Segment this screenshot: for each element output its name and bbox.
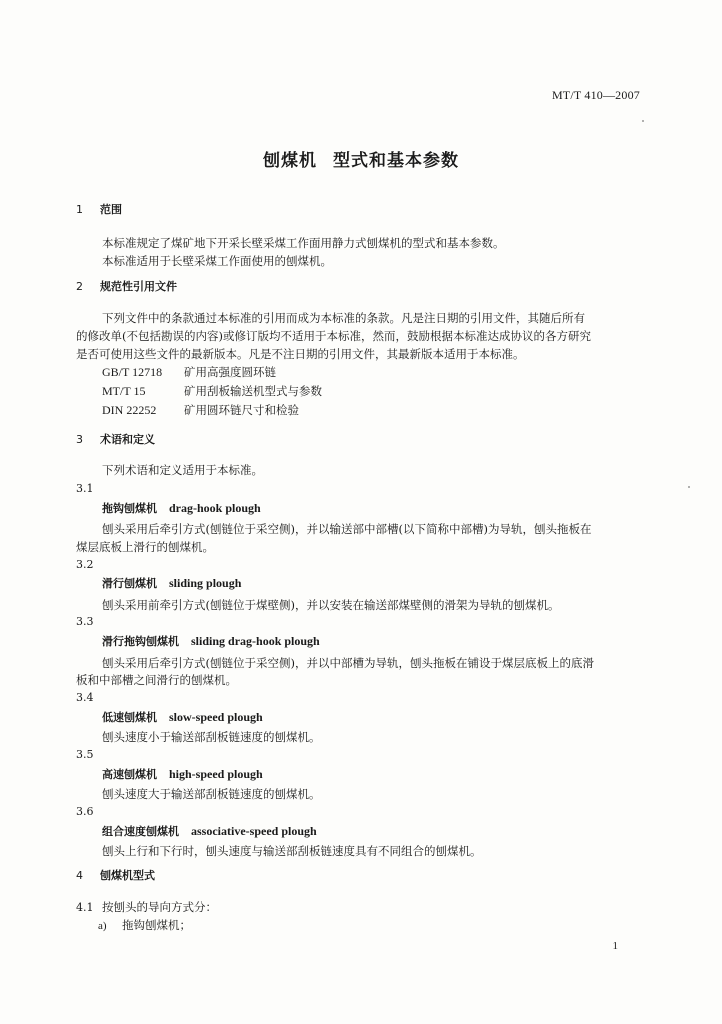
term-heading: 组合速度刨煤机 associative-speed plough [102, 824, 317, 838]
section-3-intro: 下列术语和定义适用于本标准。 [102, 463, 263, 477]
term-definition-line: 板和中部槽之间滑行的刨煤机。 [76, 673, 237, 687]
term-number: 3.4 [76, 691, 94, 704]
term-definition-line: 煤层底板上滑行的刨煤机。 [76, 540, 214, 554]
clause-4-1: 4.1 按刨头的导向方式分： [76, 900, 217, 914]
term-number: 3.3 [76, 615, 94, 628]
term-definition-line: 刨头速度大于输送部刮板链速度的刨煤机。 [102, 787, 321, 801]
term-definition-line: 刨头上行和下行时，刨头速度与输送部刮板链速度具有不同组合的刨煤机。 [102, 844, 482, 858]
page-number: 1 [612, 940, 618, 952]
document-title [0, 146, 722, 171]
term-heading: 低速刨煤机 slow-speed plough [102, 710, 263, 724]
title-part-2: 型式和基本参数 [333, 151, 459, 171]
term-heading: 拖钩刨煤机 drag-hook plough [102, 501, 261, 515]
standard-code: MT/T 410—2007 [551, 88, 640, 102]
title-part-1: 刨煤机 [263, 151, 317, 171]
term-number: 3.6 [76, 805, 94, 818]
term-heading: 滑行刨煤机 sliding plough [102, 576, 242, 590]
section-3-heading: 3 术语和定义 [76, 433, 155, 446]
section-1-para-2: 本标准适用于长壁采煤工作面使用的刨煤机。 [102, 254, 332, 268]
reference-item: DIN 22252 矿用圆环链尺寸和检验 [102, 403, 299, 417]
scan-speck [642, 120, 644, 122]
term-definition-line: 刨头速度小于输送部刮板链速度的刨煤机。 [102, 730, 321, 744]
section-2-para-line-3: 是否可使用这些文件的最新版本。凡是不注日期的引用文件，其最新版本适用于本标准。 [76, 347, 525, 361]
reference-item: GB/T 12718 矿用高强度圆环链 [102, 365, 276, 379]
term-definition-line: 刨头采用后牵引方式(刨链位于采空侧)，并以输送部中部槽(以下简称中部槽)为导轨，刨头拖板在 [102, 522, 592, 536]
section-1-para-1: 本标准规定了煤矿地下开采长壁采煤工作面用静力式刨煤机的型式和基本参数。 [102, 236, 505, 250]
section-2-heading: 2 规范性引用文件 [76, 280, 177, 293]
term-heading: 滑行拖钩刨煤机 sliding drag-hook plough [102, 634, 320, 648]
reference-item: MT/T 15 矿用刮板输送机型式与参数 [102, 384, 322, 398]
term-number: 3.5 [76, 748, 94, 761]
term-definition-line: 刨头采用后牵引方式(刨链位于采空侧)，并以中部槽为导轨，刨头拖板在铺设于煤层底板上的底滑 [102, 656, 594, 670]
list-item-a: a) 拖钩刨煤机； [98, 918, 191, 932]
term-heading: 高速刨煤机 high-speed plough [102, 767, 263, 781]
section-4-heading: 4 刨煤机型式 [76, 869, 155, 882]
term-definition-line: 刨头采用前牵引方式(刨链位于煤壁侧)，并以安装在输送部煤壁侧的滑架为导轨的刨煤机。 [102, 598, 560, 612]
term-number: 3.1 [76, 482, 94, 495]
section-1-heading: 1 范围 [76, 203, 122, 216]
section-2-para-line-1: 下列文件中的条款通过本标准的引用而成为本标准的条款。凡是注日期的引用文件，其随后所有 [102, 311, 585, 325]
term-number: 3.2 [76, 558, 94, 571]
section-2-para-line-2: 的修改单(不包括勘误的内容)或修订版均不适用于本标准，然而，鼓励根据本标准达成协议的各方研究 [76, 329, 591, 343]
scan-speck [688, 486, 690, 488]
